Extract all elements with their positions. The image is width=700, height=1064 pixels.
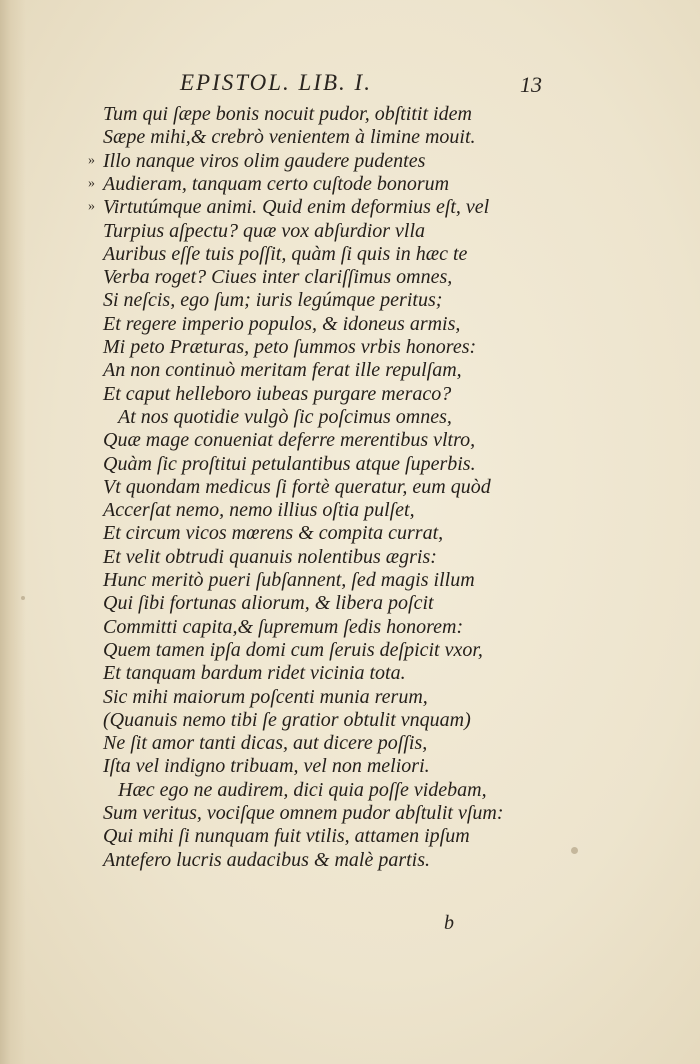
verse-line: Sic mihi maiorum poſcenti munia rerum, — [103, 686, 428, 708]
verse-line: Quæ mage conueniat deferre merentibus vltro, — [103, 429, 476, 451]
verse-line: Auribus eſſe tuis poſſit, quàm ſi quis in hæc te — [103, 243, 468, 265]
paper-stain — [571, 847, 578, 854]
verse-line: (Quanuis nemo tibi ſe gratior obtulit vnquam) — [103, 709, 471, 731]
verse-line: Sæpe mihi,& crebrò venientem à limine mouit. — [103, 126, 476, 148]
paper-stain — [21, 596, 25, 600]
verse-line: Audieram, tanquam certo cuſtode bonorum — [103, 173, 450, 195]
signature-mark: b — [444, 912, 454, 934]
verse-line: Hunc meritò pueri ſubſannent, ſed magis illum — [103, 569, 475, 591]
verse-line: Quàm ſic proſtitui petulantibus atque ſuperbis. — [103, 453, 476, 475]
verse-line: Et velit obtrudi quanuis nolentibus ægris: — [103, 546, 437, 568]
verse-line: Qui ſibi fortunas aliorum, & libera poſcit — [103, 592, 434, 614]
verse-line: Quem tamen ipſa domi cum ſeruis deſpicit vxor, — [103, 639, 483, 661]
verse-line: Tum qui ſæpe bonis nocuit pudor, obſtitit idem — [103, 103, 472, 125]
verse-line: Antefero lucris audacibus & malè partis. — [103, 849, 431, 871]
binding-gutter — [0, 0, 26, 1064]
verse-line: Virtutúmque animi. Quid enim deformius eſt, vel — [103, 196, 490, 218]
verse-line: Et regere imperio populos, & idoneus armis, — [103, 313, 461, 335]
verse-line: Et circum vicos mœrens & compita currat, — [103, 522, 444, 544]
verse-line: Vt quondam medicus ſi fortè queratur, eum quòd — [103, 476, 491, 498]
verse-line: An non continuò meritam ferat ille repulſam, — [103, 359, 462, 381]
quotation-mark: » — [88, 199, 95, 214]
verse-line: Si neſcis, ego ſum; iuris legúmque peritus; — [103, 289, 443, 311]
quotation-mark: » — [88, 153, 95, 168]
verse-line: Qui mihi ſi nunquam fuit vtilis, attamen ipſum — [103, 825, 470, 847]
verse-line: Turpius aſpectu? quæ vox abſurdior vlla — [103, 220, 426, 242]
verse-line: Verba roget? Ciues inter clariſſimus omnes, — [103, 266, 453, 288]
verse-line: Illo nanque viros olim gaudere pudentes — [103, 150, 426, 172]
verse-line: Iſta vel indigno tribuam, vel non meliori. — [103, 755, 430, 777]
verse-line: Mi peto Præturas, peto ſummos vrbis honores: — [103, 336, 477, 358]
folio-number: 13 — [520, 72, 542, 97]
verse-line: Et caput helleboro iubeas purgare meraco? — [103, 383, 452, 405]
verse-line: At nos quotidie vulgò ſic poſcimus omnes, — [118, 406, 452, 428]
verse-line: Et tanquam bardum ridet vicinia tota. — [103, 662, 406, 684]
verse-line: Committi capita,& ſupremum ſedis honorem: — [103, 616, 464, 638]
verse-line: Hæc ego ne audirem, dici quia poſſe videbam, — [118, 779, 487, 801]
verse-line: Ne ſit amor tanti dicas, aut dicere poſſis, — [103, 732, 428, 754]
verse-line: Accerſat nemo, nemo illius oſtia pulſet, — [103, 499, 415, 521]
quotation-mark: » — [88, 176, 95, 191]
running-head: EPISTOL. LIB. I. — [180, 70, 372, 95]
verse-line: Sum veritus, vociſque omnem pudor abſtulit vſum: — [103, 802, 504, 824]
